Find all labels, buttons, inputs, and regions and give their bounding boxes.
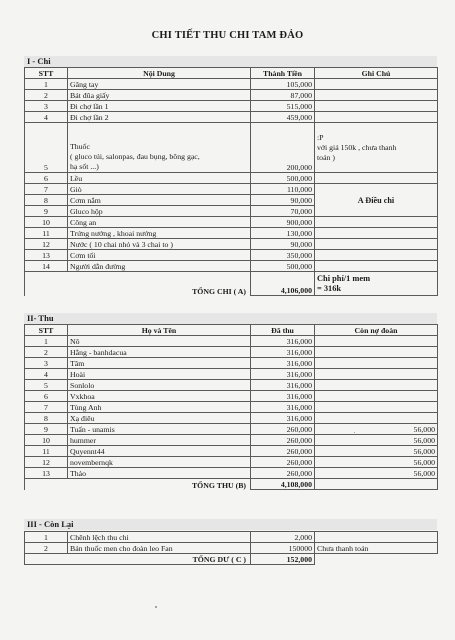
row-stt: 12 [25,239,68,250]
row-paid: 316,000 [251,391,315,402]
row-amount: 515,000 [251,101,315,112]
col-header-note: Ghi Chú [315,68,438,79]
table-row [25,347,438,358]
row-stt: 13 [25,468,68,479]
table-row [25,112,438,123]
row-stt: 7 [25,184,68,195]
col-header-amount: Thành Tiền [251,68,315,79]
row-stt: 5 [25,123,68,173]
row-amount: 130,000 [251,228,315,239]
content-line: ( gluco túi, salonpas, đau bụng, bông gạc, [70,152,200,161]
scan-speck [155,606,157,608]
income-header-row [25,325,438,336]
row-stt: 4 [25,112,68,123]
row-owed [315,347,438,358]
row-note [315,79,438,90]
row-name: Hoài [68,369,251,380]
row-content: Giò [68,184,251,195]
row-note [315,239,438,250]
row-content: Bán thuốc men cho đoàn leo Fan [68,543,251,554]
row-stt: 6 [25,391,68,402]
row-amount: 110,000 [251,184,315,195]
col-header-name: Họ và Tên [68,325,251,336]
table-row [25,435,438,446]
empty-cell [315,554,438,565]
row-note [315,123,438,173]
empty-cell [315,479,438,490]
total-value: 4,106,000 [251,272,315,296]
row-content: Nước ( 10 chai nhỏ và 3 chai to ) [68,239,251,250]
section-header-chi: I - Chi [24,56,437,67]
row-name: novembernqk [68,457,251,468]
total-value: 152,000 [251,554,315,565]
row-paid: 260,000 [251,446,315,457]
row-stt: 5 [25,380,68,391]
row-paid: 316,000 [251,380,315,391]
table-row [25,413,438,424]
row-stt: 9 [25,424,68,435]
table-row [25,468,438,479]
row-amount: 500,000 [251,173,315,184]
row-stt: 2 [25,90,68,101]
row-stt: 1 [25,532,68,543]
total-label: TỔNG CHI ( A) [192,286,246,296]
total-value: 4,108,000 [251,479,315,490]
table-row [25,446,438,457]
row-note [315,261,438,272]
expense-total-row [25,272,438,296]
row-stt: 1 [25,336,68,347]
section-header-thu: II- Thu [24,313,437,324]
table-row [25,184,438,195]
col-header-paid: Đã thu [251,325,315,336]
row-content: Chênh lệch thu chi [68,532,251,543]
note-line: :P [317,133,324,142]
row-note [315,217,438,228]
table-row [25,402,438,413]
row-content: Đi chợ lần 2 [68,112,251,123]
total-label: TỔNG THU (B) [191,480,246,490]
row-content: Công an [68,217,251,228]
row-owed: 56,000 [315,446,438,457]
row-amount: 70,000 [251,206,315,217]
row-paid: 260,000 [251,468,315,479]
row-stt: 13 [25,250,68,261]
row-note [315,90,438,101]
col-header-owed: Còn nợ đoàn [315,325,438,336]
row-stt: 2 [25,543,68,554]
per-person-line: Chi phí/1 mem [317,273,371,283]
row-note: Chưa thanh toán [315,543,438,554]
expense-header-row [25,68,438,79]
row-note [315,101,438,112]
table-row [25,101,438,112]
row-paid: 316,000 [251,413,315,424]
row-name: Tùng Anh [68,402,251,413]
remainder-table [24,531,438,565]
row-name: hummer [68,435,251,446]
section-header-con-lai: III - Còn Lại [24,519,437,530]
row-note [315,173,438,184]
row-paid: 316,000 [251,347,315,358]
row-stt: 7 [25,402,68,413]
row-content: Cơm tối [68,250,251,261]
income-table [24,324,438,490]
row-name: Tâm [68,358,251,369]
row-name: Sonlolo [68,380,251,391]
note-line: toán ) [317,153,335,162]
row-stt: 1 [25,79,68,90]
table-row [25,250,438,261]
row-amount: 500,000 [251,261,315,272]
row-stt: 10 [25,217,68,228]
row-content: Bát đũa giấy [68,90,251,101]
table-row [25,217,438,228]
content-line: Thuốc [70,142,90,151]
per-person-line: = 316k [317,283,342,293]
row-name: Tuấn - unamis [68,424,251,435]
row-stt: 8 [25,195,68,206]
table-row [25,239,438,250]
row-stt: 12 [25,457,68,468]
table-row [25,123,438,173]
row-stt: 2 [25,347,68,358]
income-total-row [25,479,438,490]
table-row [25,380,438,391]
row-amount: 459,000 [251,112,315,123]
row-owed [315,402,438,413]
row-content: Gluco hộp [68,206,251,217]
table-row [25,79,438,90]
row-content [68,123,251,173]
row-stt: 3 [25,101,68,112]
row-content: Cơm nắm [68,195,251,206]
table-row [25,543,438,554]
row-owed: 56,000 [315,424,438,435]
document-title: CHI TIẾT THU CHI TAM ĐẢO [151,30,304,41]
row-amount: 200,000 [251,123,315,173]
row-name: Hằng - banhdacua [68,347,251,358]
row-stt: 11 [25,446,68,457]
table-row [25,532,438,543]
expense-table [24,67,438,296]
row-amount: 350,000 [251,250,315,261]
row-owed [315,336,438,347]
row-note [315,112,438,123]
table-row [25,391,438,402]
table-row [25,336,438,347]
row-content: Đi chợ lần 1 [68,101,251,112]
row-owed: 56,000 [315,457,438,468]
merged-note-cell: A Điều chi [315,184,438,217]
remainder-total-row [25,554,438,565]
row-note [315,250,438,261]
row-amount: 150000 [251,543,315,554]
row-stt: 14 [25,261,68,272]
row-amount: 87,000 [251,90,315,101]
row-name: Vxkhoa [68,391,251,402]
row-paid: 316,000 [251,402,315,413]
table-row [25,369,438,380]
col-header-stt: STT [25,325,68,336]
row-stt: 4 [25,369,68,380]
row-note [315,532,438,543]
row-paid: 260,000 [251,424,315,435]
row-amount: 90,000 [251,195,315,206]
row-amount: 900,000 [251,217,315,228]
total-label: TỔNG DƯ ( C ) [68,554,251,565]
row-content: Găng tay [68,79,251,90]
row-amount: 2,000 [251,532,315,543]
row-stt: 3 [25,358,68,369]
col-header-content: Nội Dung [68,68,251,79]
table-row [25,424,438,435]
row-content: Lều [68,173,251,184]
row-stt: 11 [25,228,68,239]
row-amount: 90,000 [251,239,315,250]
per-person-note [315,272,438,296]
row-amount: 105,000 [251,79,315,90]
row-name: Quyennt44 [68,446,251,457]
row-paid: 260,000 [251,457,315,468]
row-stt: 10 [25,435,68,446]
row-content: Người dẫn đường [68,261,251,272]
row-owed [315,391,438,402]
row-owed: 56,000 [315,468,438,479]
row-content: Trứng nướng , khoai nướng [68,228,251,239]
row-name: Xạ điêu [68,413,251,424]
content-line: hạ sốt ...) [70,162,99,171]
table-row [25,90,438,101]
row-paid: 316,000 [251,336,315,347]
table-row [25,358,438,369]
scan-speck [354,432,355,433]
row-owed [315,413,438,424]
row-note [315,228,438,239]
col-header-stt: STT [25,68,68,79]
row-owed [315,369,438,380]
row-stt: 6 [25,173,68,184]
row-paid: 316,000 [251,358,315,369]
row-owed: 56,000 [315,435,438,446]
table-row [25,173,438,184]
row-name: Nô [68,336,251,347]
row-owed [315,380,438,391]
row-stt: 8 [25,413,68,424]
table-row [25,457,438,468]
row-stt: 9 [25,206,68,217]
row-owed [315,358,438,369]
row-paid: 316,000 [251,369,315,380]
table-row [25,228,438,239]
row-paid: 260,000 [251,435,315,446]
table-row [25,261,438,272]
note-line: với giá 150k , chưa thanh [317,143,397,152]
row-name: Thảo [68,468,251,479]
